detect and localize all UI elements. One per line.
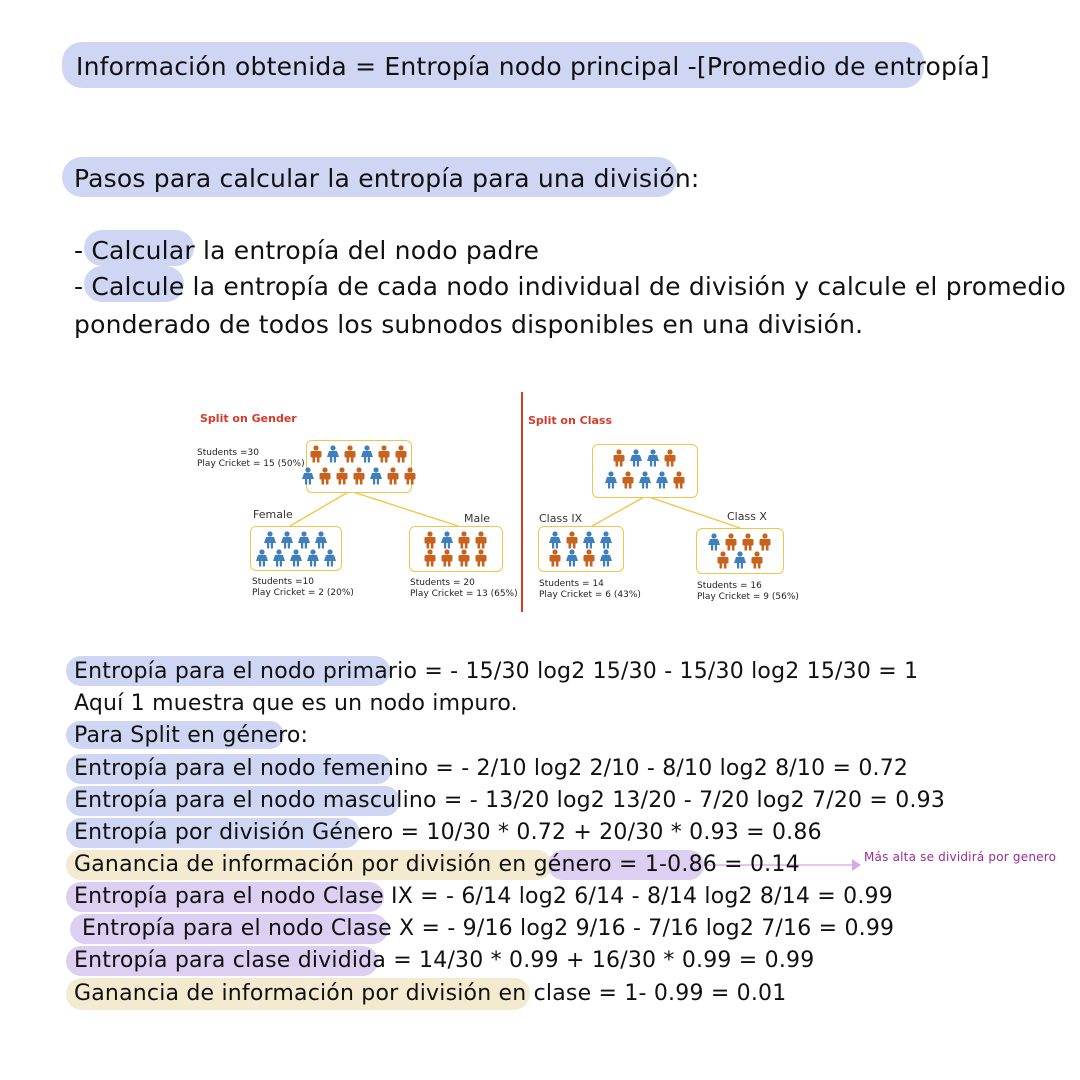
class-ix-students: Students = 14 (539, 579, 604, 589)
gender-parent-node (306, 440, 412, 493)
note-arrowhead (852, 859, 861, 871)
orange-student-icon (547, 549, 563, 571)
heading-text: Información obtenida = Entropía nodo principal -[Promedio de entropía] (76, 52, 990, 81)
orange-student-icon (342, 445, 358, 467)
blue-student-icon (254, 549, 270, 571)
orange-student-icon (402, 467, 418, 489)
class-x-node (696, 528, 784, 574)
blue-student-icon (637, 471, 653, 493)
class-ix-play: Play Cricket = 6 (43%) (539, 590, 641, 600)
orange-student-icon (308, 445, 324, 467)
calc-male-entropy (74, 788, 945, 813)
calc-gender-split (74, 820, 822, 845)
orange-student-icon (351, 467, 367, 489)
orange-student-icon (473, 549, 489, 571)
orange-student-icon (715, 551, 731, 573)
blue-student-icon (732, 551, 748, 573)
calc-class-ix-entropy (74, 884, 893, 909)
step1-rest: la entropía del nodo padre (194, 236, 540, 265)
male-label: Male (464, 512, 491, 525)
class-x-play: Play Cricket = 9 (56%) (697, 592, 799, 602)
calc-class-split-label: Entropía para clase dividida (74, 948, 387, 973)
female-label: Female (253, 508, 293, 521)
blue-student-icon (305, 549, 321, 571)
calc-class-x-formula: = - 9/16 log2 9/16 - 7/16 log2 7/16 = 0.99 (414, 916, 895, 941)
orange-student-icon (385, 467, 401, 489)
side-note: Más alta se dividirá por genero (864, 850, 1057, 864)
calc-male-label: Entropía para el nodo masculino (74, 788, 437, 813)
male-play: Play Cricket = 13 (65%) (410, 589, 518, 599)
gender-parent-students: Students =30 (197, 448, 259, 458)
calc-gender-gain (74, 852, 800, 877)
blue-student-icon (628, 449, 644, 471)
orange-student-icon (317, 467, 333, 489)
orange-student-icon (376, 445, 392, 467)
blue-student-icon (288, 549, 304, 571)
steps-title: Pasos para calcular la entropía para una división: (74, 164, 700, 193)
calc-class-split (74, 948, 814, 973)
impure-node-note: Aquí 1 muestra que es un nodo impuro. (74, 691, 518, 716)
gender-parent-stats (197, 448, 305, 470)
calc-class-x-label: Entropía para el nodo Clase X (82, 916, 415, 941)
class-parent-node (592, 444, 698, 498)
blue-student-icon (271, 549, 287, 571)
class-ix-stats (539, 579, 641, 601)
calc-gender-gain-formula: = 1-0.86 = 0.14 (611, 852, 800, 877)
orange-student-icon (620, 471, 636, 493)
calc-class-split-formula: = 14/30 * 0.99 + 16/30 * 0.99 = 0.99 (386, 948, 815, 973)
calc-primary-entropy (74, 659, 918, 684)
female-node (250, 526, 342, 571)
blue-student-icon (598, 549, 614, 571)
blue-student-icon (359, 445, 375, 467)
calc-gender-gain-label: Ganancia de información por división en género (74, 852, 612, 877)
orange-student-icon (662, 449, 678, 471)
blue-student-icon (603, 471, 619, 493)
female-stats (252, 577, 354, 599)
calc-primary-label: Entropía para el nodo primario (74, 659, 418, 684)
blue-student-icon (654, 471, 670, 493)
male-node (409, 526, 503, 572)
calc-female-entropy (74, 756, 908, 781)
orange-student-icon (439, 549, 455, 571)
calc-gender-split-label: Entropía por división Género (74, 820, 394, 845)
orange-student-icon (456, 549, 472, 571)
gender-parent-play: Play Cricket = 15 (50%) (197, 459, 305, 469)
class-ix-node (538, 526, 624, 572)
calc-class-x-entropy (82, 916, 894, 941)
female-play: Play Cricket = 2 (20%) (252, 588, 354, 598)
calc-class-gain-label: Ganancia de información por división en clase (74, 981, 592, 1006)
calc-class-gain-formula: = 1- 0.99 = 0.01 (591, 981, 787, 1006)
gender-split-heading: Para Split en género: (74, 723, 309, 748)
orange-student-icon (334, 467, 350, 489)
orange-student-icon (611, 449, 627, 471)
class-ix-label: Class IX (539, 512, 583, 525)
step2-line-2: ponderado de todos los subnodos disponibles en una división. (74, 310, 864, 339)
blue-student-icon (325, 445, 341, 467)
calc-primary-formula: = - 15/30 log2 15/30 - 15/30 log2 15/30 = 1 (417, 659, 919, 684)
orange-student-icon (422, 549, 438, 571)
step2-rest: la entropía de cada nodo individual de división y calcule el promedio (184, 272, 1067, 301)
split-class-title: Split on Class (528, 414, 613, 427)
class-x-label: Class X (727, 510, 767, 523)
class-x-stats (697, 581, 799, 603)
split-gender-title: Split on Gender (200, 412, 297, 425)
male-stats (410, 578, 518, 600)
calc-class-ix-formula: = - 6/14 log2 6/14 - 8/14 log2 8/14 = 0.99 (412, 884, 893, 909)
orange-student-icon (671, 471, 687, 493)
blue-student-icon (564, 549, 580, 571)
step1-line (74, 236, 539, 265)
orange-student-icon (581, 549, 597, 571)
blue-student-icon (645, 449, 661, 471)
blue-student-icon (368, 467, 384, 489)
blue-student-icon (300, 467, 316, 489)
decision-tree-diagram (190, 392, 830, 614)
female-students: Students =10 (252, 577, 314, 587)
blue-student-icon (322, 549, 338, 571)
calc-class-gain (74, 981, 786, 1006)
male-students: Students = 20 (410, 578, 475, 588)
step2-line (74, 272, 1066, 301)
step2-keyword: - Calcule (74, 272, 185, 301)
class-x-students: Students = 16 (697, 581, 762, 591)
calc-male-formula: = - 13/20 log2 13/20 - 7/20 log2 7/20 = 0.93 (436, 788, 946, 813)
orange-student-icon (393, 445, 409, 467)
calc-female-formula: = - 2/10 log2 2/10 - 8/10 log2 8/10 = 0.72 (428, 756, 909, 781)
orange-student-icon (749, 551, 765, 573)
calc-gender-split-formula: = 10/30 * 0.72 + 20/30 * 0.93 = 0.86 (393, 820, 822, 845)
step1-keyword: - Calcular (74, 236, 195, 265)
calc-class-ix-label: Entropía para el nodo Clase IX (74, 884, 413, 909)
calc-female-label: Entropía para el nodo femenino (74, 756, 429, 781)
